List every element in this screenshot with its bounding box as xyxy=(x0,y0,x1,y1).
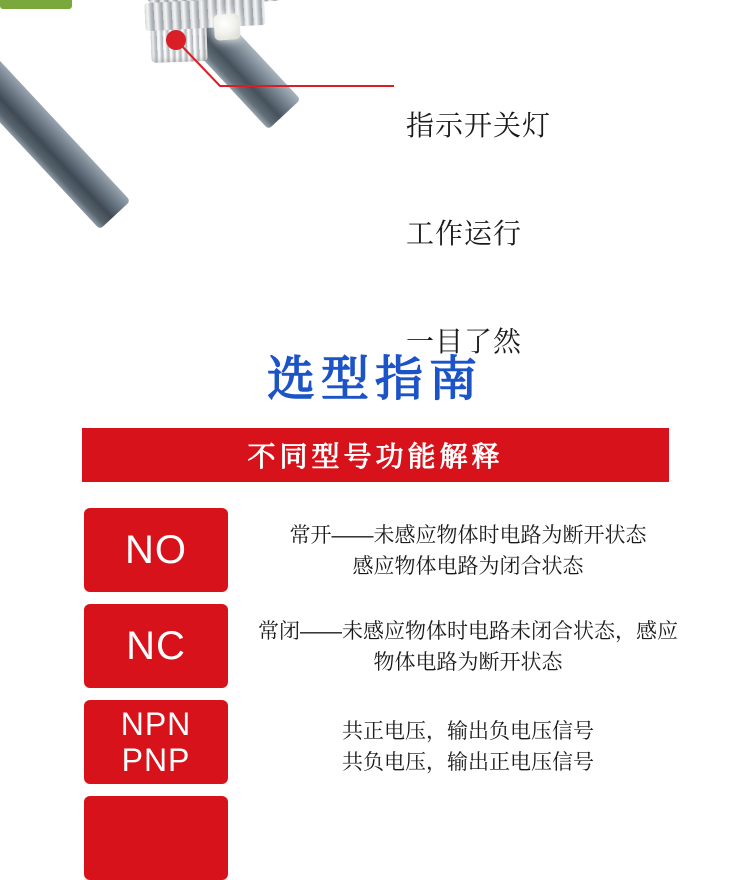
description-no xyxy=(228,508,750,582)
list-item xyxy=(0,508,750,592)
model-function-list xyxy=(0,508,750,848)
green-accent-strip xyxy=(0,0,72,9)
description-line-1: 共正电压，输出负电压信号 xyxy=(342,720,594,743)
description-line-2: 感应物体电路为闭合状态 xyxy=(352,555,584,578)
badge-label-pnp: PNP xyxy=(121,742,191,778)
badge-label: NC xyxy=(126,624,186,668)
section-title: 选型指南 xyxy=(266,353,483,406)
product-photo-banner xyxy=(0,0,750,357)
description-next xyxy=(228,796,750,808)
list-item xyxy=(0,604,750,688)
badge-label: NO xyxy=(125,528,187,572)
badge-no xyxy=(84,508,228,592)
callout-leader-line xyxy=(176,40,396,90)
callout-line-1: 指示开关灯 xyxy=(406,110,552,141)
description-npn-pnp xyxy=(228,700,750,778)
badge-npn-pnp xyxy=(84,700,228,784)
description-line-1: 常闭——未感应物体时电路未闭合状态，感应 xyxy=(258,620,678,643)
description-line-2: 物体电路为断开状态 xyxy=(373,651,563,674)
section-header-bar xyxy=(82,428,669,482)
callout-marker-dot xyxy=(166,30,186,50)
description-line-1: 常开——未感应物体时电路为断开状态 xyxy=(289,524,647,547)
badge-nc xyxy=(84,604,228,688)
description-nc xyxy=(228,604,750,678)
section-header-label: 不同型号功能解释 xyxy=(247,441,504,472)
list-item xyxy=(0,700,750,784)
badge-label-npn: NPN xyxy=(120,706,192,742)
callout-line-2: 工作运行 xyxy=(406,218,523,249)
description-line-2: 共负电压，输出正电压信号 xyxy=(342,751,594,774)
indicator-led xyxy=(213,13,241,41)
callout-line-3: 一目了然 xyxy=(406,326,523,357)
badge-next xyxy=(84,796,228,880)
list-item-partial xyxy=(0,796,750,836)
